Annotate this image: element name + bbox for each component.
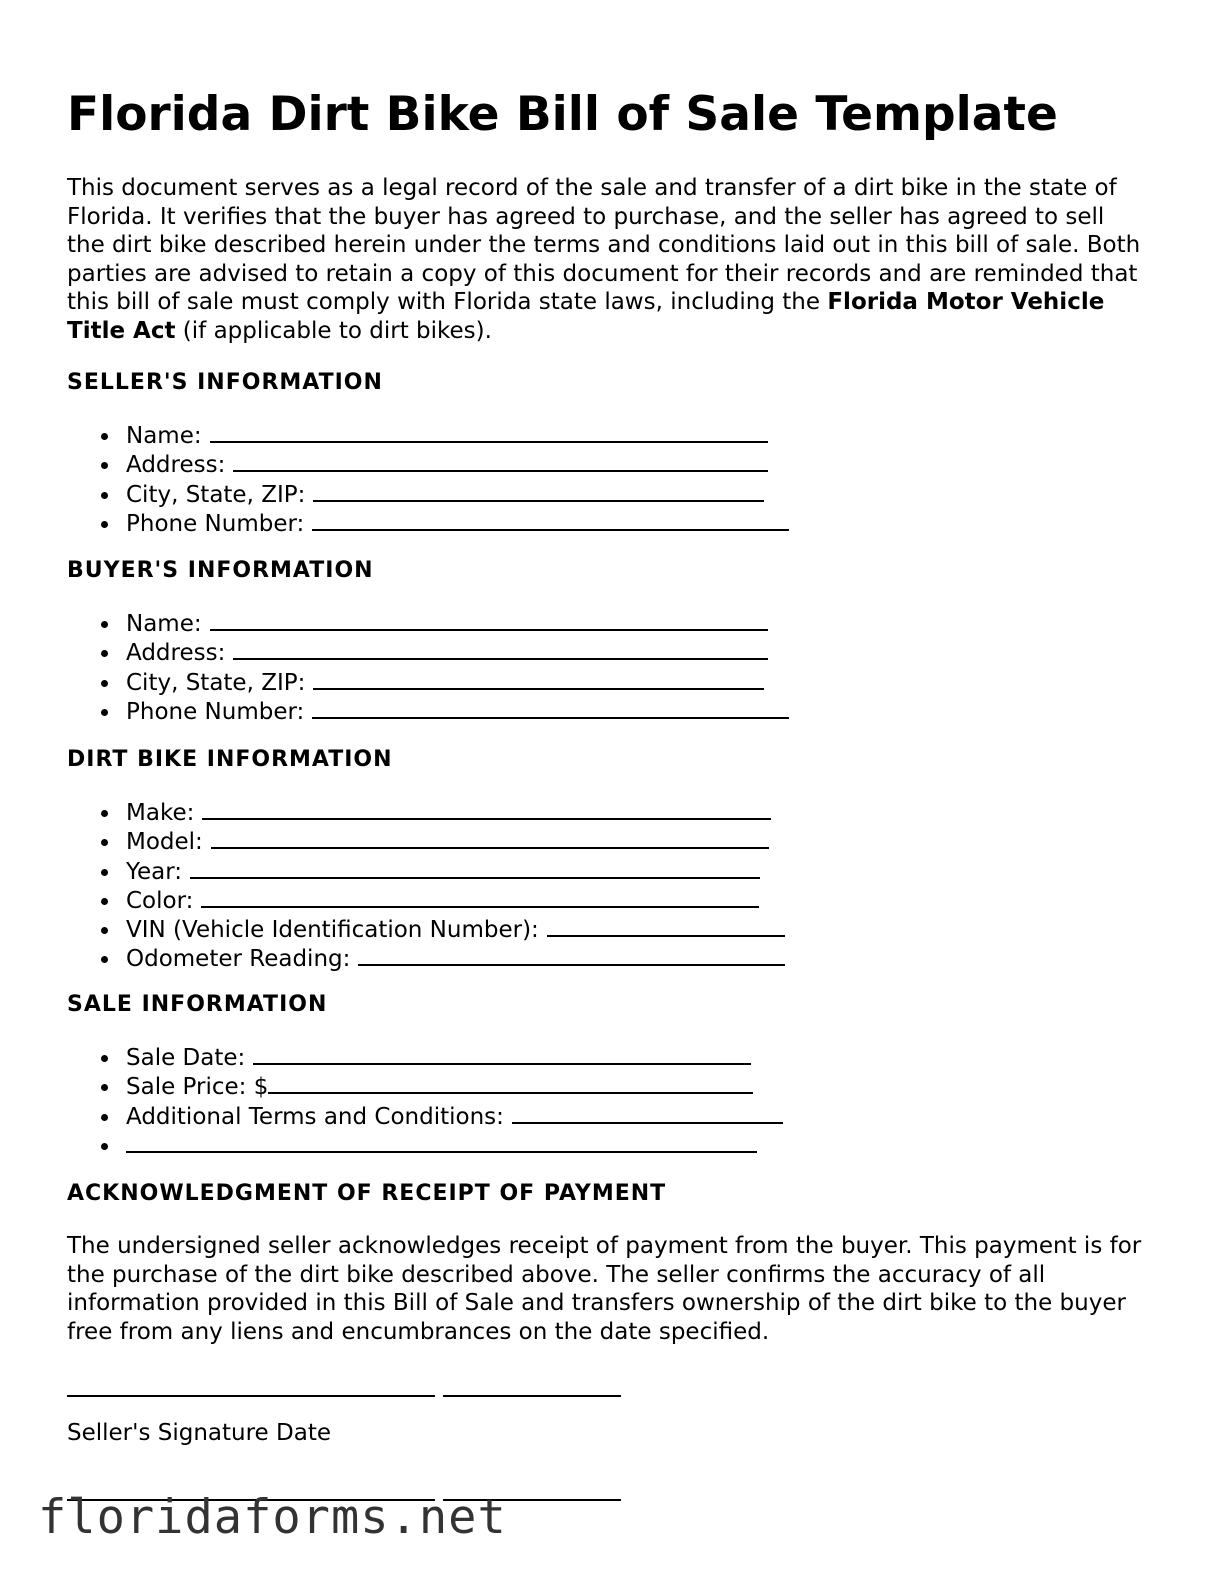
field-label: Sale Date:	[126, 1045, 246, 1071]
bike-year-blank[interactable]	[190, 857, 760, 879]
sale-date-field	[67, 1043, 783, 1072]
field-label: Make:	[126, 800, 195, 826]
buyer-address-field	[67, 638, 789, 667]
intro-text-after: (if applicable to dirt bikes).	[175, 317, 492, 344]
bike-color-blank[interactable]	[201, 886, 759, 908]
bike-odometer-field	[67, 944, 785, 973]
sale-terms-blank[interactable]	[512, 1102, 783, 1124]
bike-model-field	[67, 827, 785, 856]
sale-terms-continued-field	[67, 1131, 783, 1160]
bike-section-heading: DIRT BIKE INFORMATION	[67, 747, 393, 772]
field-label: Odometer Reading:	[126, 946, 351, 973]
field-label: City, State, ZIP:	[126, 481, 306, 508]
buyer-address-blank[interactable]	[233, 638, 768, 660]
seller-name-blank[interactable]	[210, 421, 768, 443]
buyer-section-heading: BUYER'S INFORMATION	[67, 558, 374, 583]
sale-section-heading: SALE INFORMATION	[67, 992, 328, 1017]
seller-city-state-zip-field	[67, 480, 789, 509]
field-label: VIN (Vehicle Identification Number):	[126, 917, 539, 944]
sale-terms-continued-blank[interactable]	[126, 1131, 757, 1153]
sale-terms-field	[67, 1102, 783, 1131]
bike-color-field	[67, 886, 785, 915]
seller-phone-field	[67, 509, 789, 538]
bike-make-blank[interactable]	[202, 798, 771, 820]
bike-year-field	[67, 857, 785, 886]
sale-date-blank[interactable]	[253, 1043, 751, 1065]
watermark-text: floridaforms.net	[38, 1490, 507, 1545]
buyer-city-state-zip-field	[67, 668, 789, 697]
seller-phone-blank[interactable]	[312, 509, 789, 531]
page-title: Florida Dirt Bike Bill of Sale Template	[67, 87, 1058, 142]
buyer-phone-field	[67, 697, 789, 726]
acknowledgment-paragraph: The undersigned seller acknowledges receipt of payment from the buyer. This payment is for the purchase of the dirt bike described above. The seller confirms the accuracy of all information provided in this Bill of Sale and transfers ownership of the dirt bike to the buyer free from any liens and encumbrances on the date specified.	[67, 1233, 1142, 1345]
buyer-name-field	[67, 609, 789, 638]
sale-price-field	[67, 1072, 783, 1101]
bike-make-field	[67, 798, 785, 827]
intro-text-before: This document serves as a legal record of the sale and transfer of a dirt bike in the state of Florida. It verifies that the buyer has agreed to purchase, and the seller has agreed to sell the dirt bike described herein under the terms and conditions laid out in this bill of sale. Both parties are advised to retain a copy of this document for their records and are reminded that this bill of sale must comply with Florida state laws, including the	[67, 175, 1141, 315]
bike-model-blank[interactable]	[211, 827, 769, 849]
seller-address-field	[67, 450, 789, 479]
field-label: City, State, ZIP:	[126, 669, 306, 696]
seller-address-blank[interactable]	[233, 450, 768, 472]
seller-date-line[interactable]	[443, 1395, 621, 1397]
bike-odometer-blank[interactable]	[358, 944, 785, 966]
bike-vin-field	[67, 915, 785, 944]
field-label: Year:	[126, 858, 183, 885]
seller-name-field	[67, 421, 789, 450]
seller-city-state-zip-blank[interactable]	[313, 480, 764, 502]
intro-bold-text: Florida Motor Vehicle Title Act	[67, 289, 1105, 344]
seller-field-list	[67, 421, 789, 538]
bike-field-list	[67, 798, 785, 974]
intro-paragraph	[67, 174, 1142, 345]
seller-section-heading: SELLER'S INFORMATION	[67, 370, 383, 395]
buyer-name-blank[interactable]	[210, 609, 768, 631]
buyer-city-state-zip-blank[interactable]	[313, 668, 764, 690]
sale-field-list	[67, 1043, 783, 1160]
sale-price-blank[interactable]	[268, 1072, 753, 1094]
field-label: Phone Number:	[126, 698, 305, 725]
buyer-field-list	[67, 609, 789, 726]
field-label: Model:	[126, 829, 203, 856]
field-label: Name:	[126, 611, 202, 637]
seller-signature-label: Seller's Signature Date	[67, 1420, 331, 1446]
field-label: Sale Price: $	[126, 1074, 269, 1101]
bike-vin-blank[interactable]	[547, 915, 785, 937]
field-label: Color:	[126, 887, 194, 914]
field-label: Additional Terms and Conditions:	[126, 1103, 504, 1130]
acknowledgment-section-heading: ACKNOWLEDGMENT OF RECEIPT OF PAYMENT	[67, 1181, 667, 1206]
field-label: Name:	[126, 423, 202, 449]
field-label: Address:	[126, 640, 226, 667]
buyer-phone-blank[interactable]	[312, 697, 789, 719]
seller-signature-line[interactable]	[67, 1395, 435, 1397]
field-label: Phone Number:	[126, 510, 305, 537]
field-label: Address:	[126, 452, 226, 479]
